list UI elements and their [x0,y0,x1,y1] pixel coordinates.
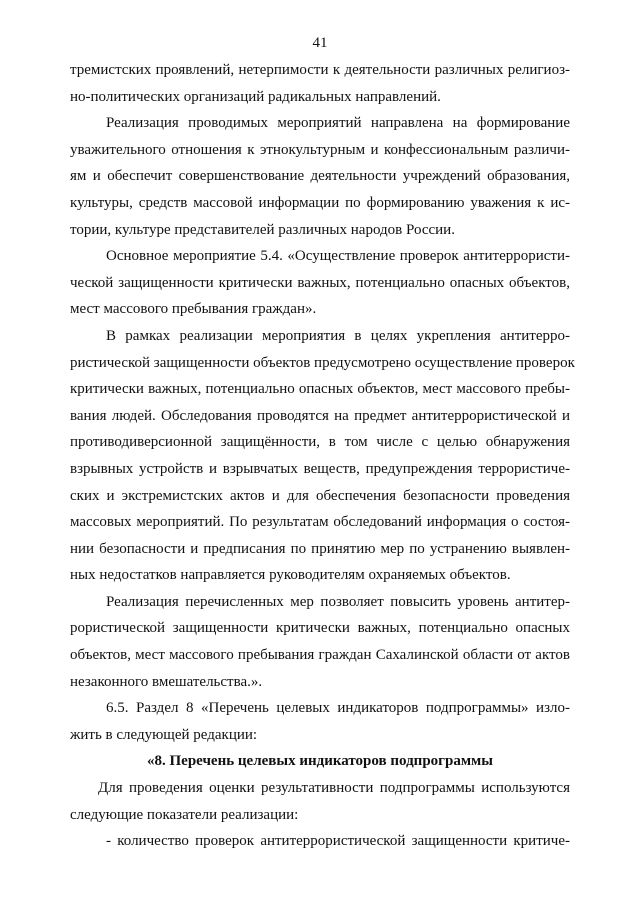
body-text [70,57,575,855]
text-line: - количество проверок антитеррористической защищенности критиче- [106,833,570,850]
text-line: мест массового пребывания граждан». [70,301,317,318]
text-line: ских и экстремистских актов и для обеспечения безопасности проведения [70,487,570,504]
text-line: ристической защищенности объектов предусмотрено осуществление проверок [70,354,575,371]
text-line: следующие показатели реализации: [70,806,299,823]
text-line: 6.5. Раздел 8 «Перечень целевых индикаторов подпрограммы» изло- [106,700,570,717]
text-line: критически важных, потенциально опасных объектов, мест массового пребы- [70,381,570,398]
text-line: незаконного вмешательства.». [70,673,263,690]
text-line: нии безопасности и предписания по принятию мер по устранению выявлен- [70,540,570,557]
section-heading: «8. Перечень целевых индикаторов подпрограммы [147,753,493,770]
text-line: противодиверсионной защищённости, в том числе с целью обнаружения [70,434,570,451]
text-line: Реализация перечисленных мер позволяет повысить уровень антитер- [106,593,570,610]
text-line: рористической защищенности критически важных, потенциально опасных [70,620,570,637]
text-line: объектов, мест массового пребывания граждан Сахалинской области от актов [70,647,570,664]
text-line: ных недостатков направляется руководителям охраняемых объектов. [70,567,511,584]
text-line: Основное мероприятие 5.4. «Осуществление проверок антитеррористи- [106,248,570,265]
text-line: но-политических организаций радикальных направлений. [70,88,441,105]
text-line: культуры, средств массовой информации по формированию уважения к ис- [70,194,570,211]
text-line: взрывных устройств и взрывчатых веществ, предупреждения террористиче- [70,460,570,477]
text-line: ческой защищенности критически важных, потенциально опасных объектов, [70,274,570,291]
text-line: тории, культуре представителей различных народов России. [70,221,455,238]
text-line: ям и обеспечит совершенствование деятельности учреждений образования, [70,168,570,185]
text-line: массовых мероприятий. По результатам обследований информация о состоя- [70,514,570,531]
text-line: уважительного отношения к этнокультурным и конфессиональным различи- [70,141,570,158]
text-line: Реализация проводимых мероприятий направлена на формирование [106,115,570,132]
text-line: вания людей. Обследования проводятся на предмет антитеррористической и [70,407,570,424]
text-line: тремистских проявлений, нетерпимости к деятельности различных религиоз- [70,62,570,78]
text-line: жить в следующей редакции: [70,726,258,743]
text-line: Для проведения оценки результативности подпрограммы используются [98,780,570,797]
text-line: В рамках реализации мероприятия в целях укрепления антитерро- [106,327,570,344]
page-number: 41 [312,35,328,51]
